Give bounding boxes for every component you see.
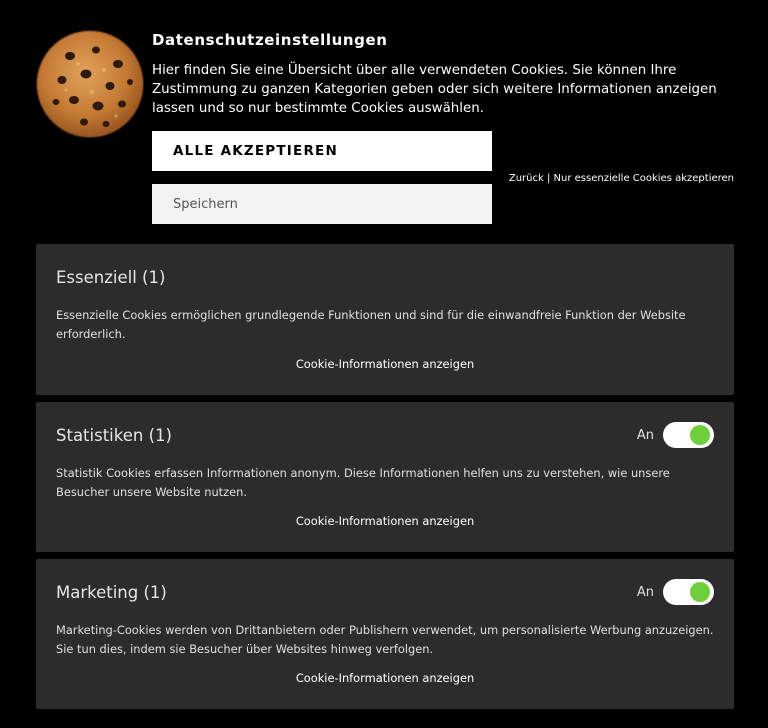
marketing-toggle-group (637, 579, 714, 605)
dialog-title: Datenschutzeinstellungen (152, 31, 388, 49)
link-separator: | (543, 173, 554, 184)
category-title: Marketing (1) (56, 583, 167, 602)
category-card-marketing (36, 559, 734, 709)
category-title: Statistiken (1) (56, 426, 172, 445)
category-card-essential (36, 244, 734, 395)
dialog-description: Hier finden Sie eine Übersicht über alle verwendeten Cookies. Sie können Ihre Zustimmung zu ganzen Kategorien geben oder sich weitere Informationen anzeigen lassen und so nur bestimmte Cookies auswählen. (152, 63, 717, 116)
marketing-toggle[interactable] (663, 579, 714, 605)
toggle-label: An (636, 584, 654, 600)
toggle-knob (690, 425, 710, 445)
category-description: Statistik Cookies erfassen Informationen anonym. Diese Informationen helfen uns zu verstehen, wie unsere Besucher unsere Website nutzen. (56, 466, 670, 499)
back-link[interactable]: Zurück (508, 173, 544, 184)
category-description: Essenzielle Cookies ermöglichen grundlegende Funktionen und sind für die einwandfreie Funktion der Website erforderlich. (56, 308, 686, 341)
secondary-links (509, 173, 734, 184)
cookie-info-link[interactable]: Cookie-Informationen anzeigen (295, 357, 475, 371)
accept-all-button[interactable]: ALLE AKZEPTIEREN (152, 131, 492, 171)
statistics-toggle-group (637, 422, 714, 448)
cookie-info-link[interactable]: Cookie-Informationen anzeigen (295, 514, 475, 528)
statistics-toggle[interactable] (663, 422, 714, 448)
cookie-icon (34, 28, 146, 140)
toggle-knob (690, 582, 710, 602)
essential-only-link[interactable]: Nur essenzielle Cookies akzeptieren (553, 173, 734, 184)
toggle-label: An (636, 427, 654, 443)
save-button[interactable]: Speichern (152, 184, 492, 224)
cookie-info-link[interactable]: Cookie-Informationen anzeigen (295, 671, 475, 685)
category-description: Marketing-Cookies werden von Drittanbietern oder Publishern verwendet, um personalisierte Werbung anzuzeigen. Sie tun dies, indem sie Besucher über Websites hinweg verfolgen. (56, 623, 714, 656)
category-title: Essenziell (1) (56, 268, 166, 287)
category-card-statistics (36, 402, 734, 552)
